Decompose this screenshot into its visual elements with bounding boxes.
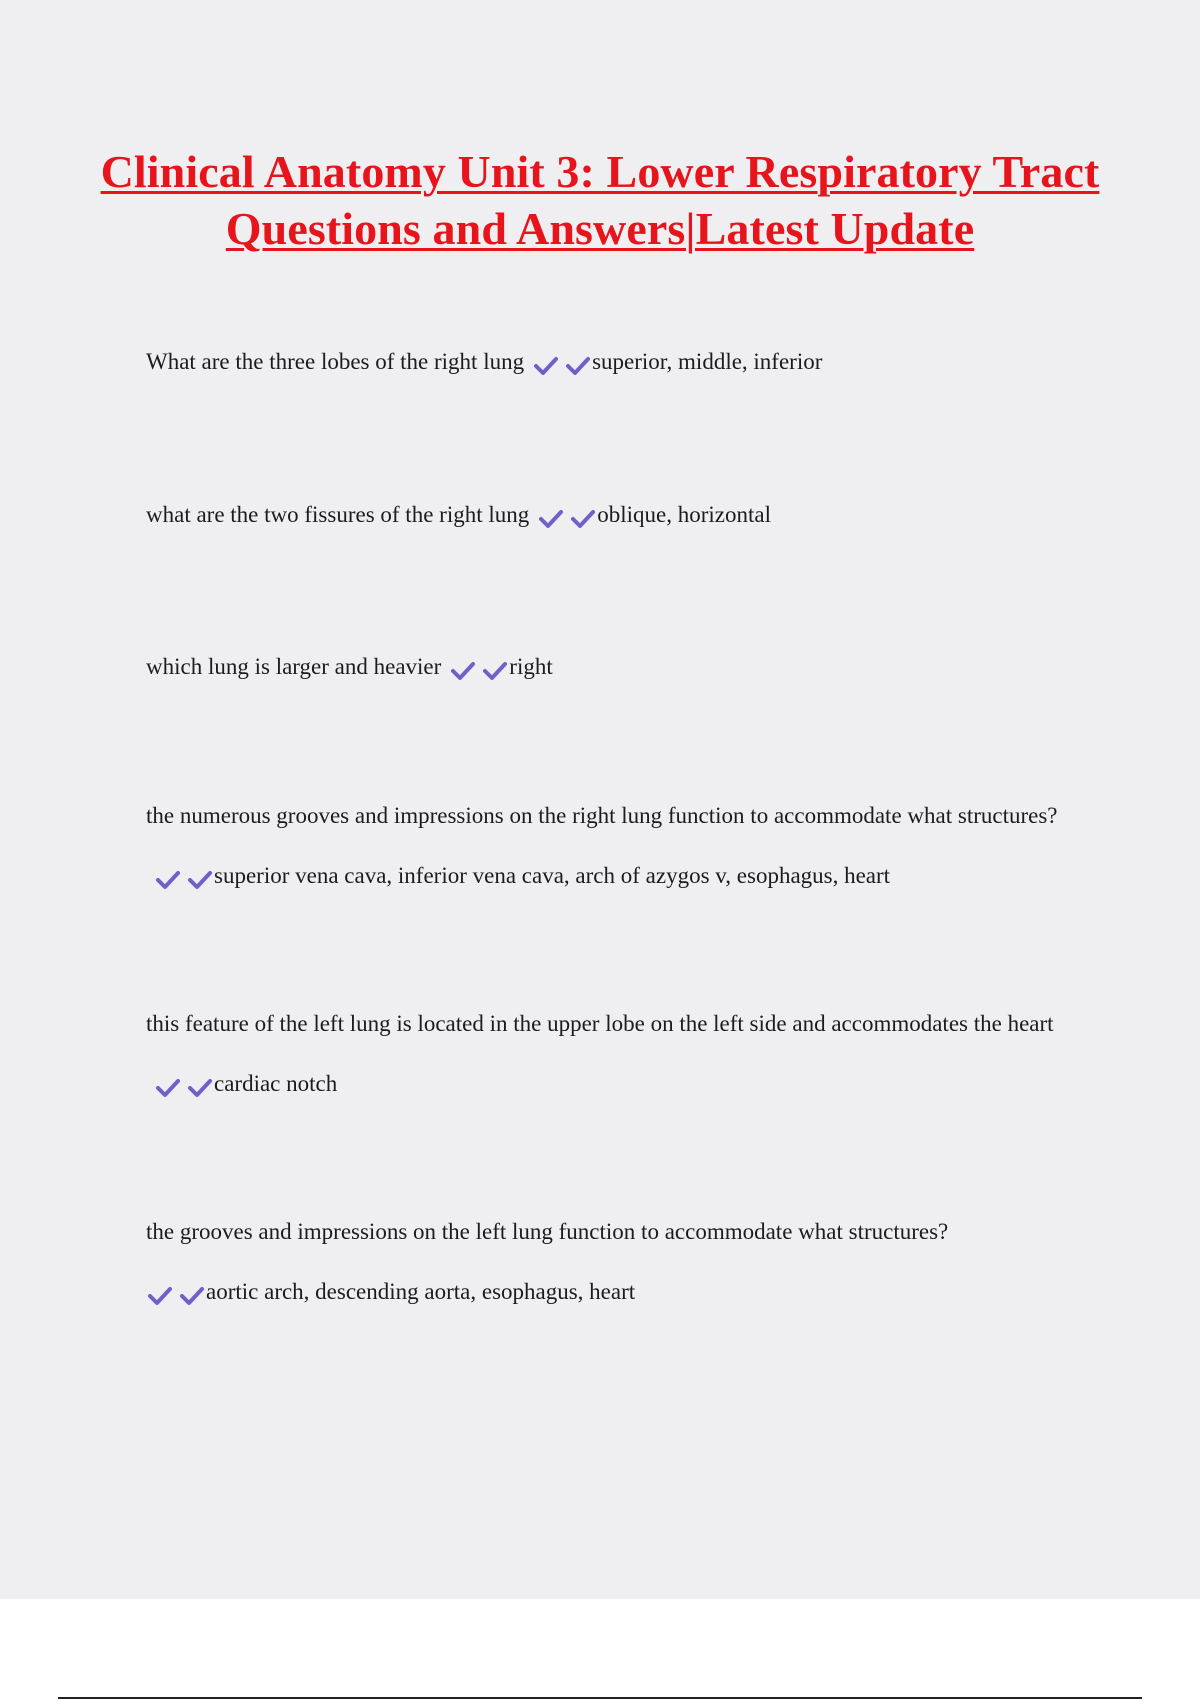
double-check-icon xyxy=(451,639,507,699)
checkmark-icon xyxy=(539,509,563,529)
double-check-icon xyxy=(156,1056,212,1116)
question-text: the numerous grooves and impressions on the right lung function to accommodate what structures? xyxy=(146,803,1058,828)
checkmark-icon xyxy=(566,356,590,376)
question-text: what are the two fissures of the right lung xyxy=(146,502,530,527)
qa-item-3 xyxy=(146,637,1076,699)
checkmark-icon xyxy=(180,1286,204,1306)
double-check-icon xyxy=(156,848,212,908)
question-text: the grooves and impressions on the left lung function to accommodate what structures? xyxy=(146,1219,949,1244)
question-text: What are the three lobes of the right lung xyxy=(146,349,525,374)
answer-text: oblique, horizontal xyxy=(597,502,771,527)
checkmark-icon xyxy=(571,509,595,529)
double-check-icon xyxy=(539,487,595,547)
qa-item-4 xyxy=(146,786,1076,908)
answer-text: right xyxy=(509,654,553,679)
checkmark-icon xyxy=(156,1078,180,1098)
question-text: this feature of the left lung is located in the upper lobe on the left side and accommodates the heart xyxy=(146,1011,1054,1036)
checkmark-icon xyxy=(534,356,558,376)
answer-text: superior vena cava, inferior vena cava, arch of azygos v, esophagus, heart xyxy=(214,863,891,888)
qa-item-5 xyxy=(146,994,1076,1116)
document-title: Clinical Anatomy Unit 3: Lower Respiratory Tract Questions and Answers|Latest Update xyxy=(100,146,1100,254)
checkmark-icon xyxy=(188,1078,212,1098)
qa-item-2 xyxy=(146,485,1076,547)
checkmark-icon xyxy=(156,870,180,890)
checkmark-icon xyxy=(148,1286,172,1306)
double-check-icon xyxy=(148,1264,204,1324)
answer-text: aortic arch, descending aorta, esophagus, heart xyxy=(206,1279,636,1304)
question-text: which lung is larger and heavier xyxy=(146,654,442,679)
page-divider xyxy=(58,1697,1142,1699)
qa-item-1 xyxy=(146,332,1076,394)
double-check-icon xyxy=(534,334,590,394)
answer-text: cardiac notch xyxy=(214,1071,338,1096)
checkmark-icon xyxy=(483,661,507,681)
qa-item-6 xyxy=(146,1202,1076,1324)
checkmark-icon xyxy=(188,870,212,890)
answer-text: superior, middle, inferior xyxy=(592,349,823,374)
checkmark-icon xyxy=(451,661,475,681)
